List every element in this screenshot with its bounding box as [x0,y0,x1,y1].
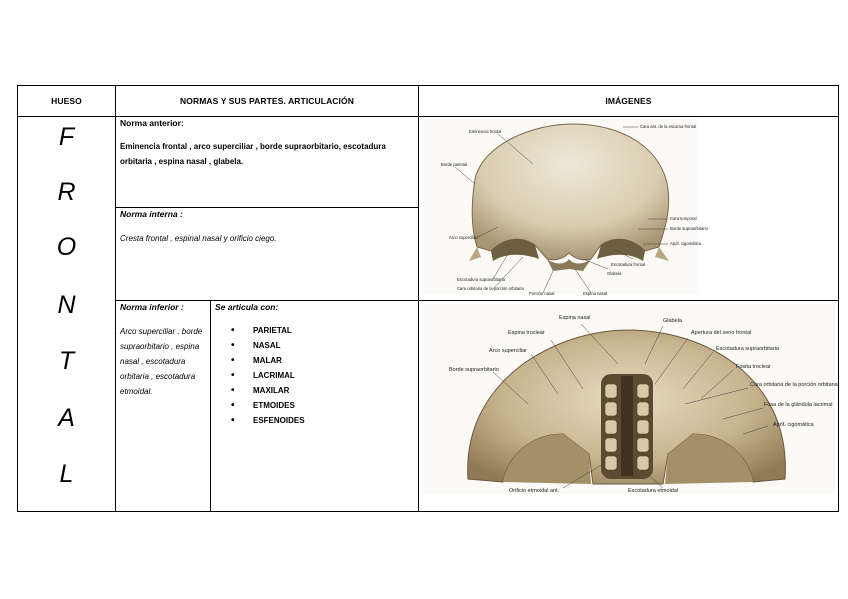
image-label: Arco superciliar [449,235,478,240]
bone-table [17,85,839,512]
list-item: • ESFENOIDES [215,413,305,428]
bone-letter: A [58,404,75,432]
row-divider-anterior [115,207,418,208]
image-label: Escotadura supraorbitaria [716,346,779,352]
header-normas: NORMAS Y SUS PARTES. ARTICULACIÓN [180,96,354,106]
norma-inferior-title: Norma inferior : [120,302,184,312]
image-label: Espina nasal [583,291,607,296]
image-label: Borde supraorbitario [449,367,499,373]
image-label: Porción nasal [529,291,555,296]
image-label: Borde supraorbitario [670,226,708,231]
image-label: Eminencia frontal [469,129,502,134]
header-divider [18,116,838,117]
bone-letter: N [57,291,76,319]
list-item: • MAXILAR [215,383,305,398]
bone-letter: O [56,233,77,261]
col-divider-2 [418,86,419,511]
list-item: • ETMOIDES [215,398,305,413]
image-label: Escotadura etmoidal [628,488,679,494]
col-divider-1 [115,86,116,511]
norma-anterior-title: Norma anterior: [120,118,184,128]
frontal-bone-anterior-image [423,119,708,296]
norma-interna-text: Cresta frontal , espinal nasal y orificio ciego. [120,234,277,243]
list-item: • LACRIMAL [215,368,305,383]
list-item: • NASAL [215,338,305,353]
image-label: Apertura del seno frontal [691,330,752,336]
image-label: Arco superciliar [489,348,527,354]
image-label: Espina nasal [559,315,591,321]
bone-letter: L [59,460,74,488]
header-hueso: HUESO [51,96,82,106]
header-imagenes: IMÁGENES [605,96,652,106]
bone-letter: T [58,347,75,375]
image-label: Glabela [663,318,682,324]
row-divider-main [115,300,838,301]
norma-anterior-text: Eminencia frontal , arco superciliar , borde supraorbitario, escotadura orbitaria , espina nasal , glabela. [120,142,386,166]
articulation-title: Se articula con: [215,302,279,312]
bone-name-vertical [18,117,115,513]
list-item: • MALAR [215,353,305,368]
image-label: Cara ant. de la escama frontal [640,124,697,129]
image-label: Glabela [607,271,622,276]
norma-inferior-text: Arco superciliar , borde supraorbitario , espina nasal , escotadura orbitaria , escotadura etmoidal. [120,327,203,396]
image-label: Apóf. cigomática [773,422,814,428]
image-label: Espina troclear [508,330,545,336]
image-label: Fosa de la glándula lacrimal [764,402,833,408]
image-label: Escotadura frontal [611,262,645,267]
bone-letter: R [57,178,76,206]
image-label: Fosita troclear [736,364,771,370]
col-divider-inner [210,300,211,511]
list-item: • PARIETAL [215,323,305,338]
bone-letter: F [58,123,75,151]
frontal-bone-inferior-image [423,304,838,494]
image-label: Cara orbitaria de la porción orbitaria [750,382,838,388]
image-label: Borde parietal [441,162,468,167]
image-label: Apóf. cigomática [670,241,701,246]
image-label: Escotadura supraorbitaria [457,277,505,282]
image-label: Cara orbitaria de la porción orbitaria [457,286,524,291]
image-label: Orificio etmoidal ant. [509,488,560,494]
image-label: Cara temporal [670,216,697,221]
norma-interna-title: Norma interna : [120,209,183,219]
articulation-list [215,323,305,428]
